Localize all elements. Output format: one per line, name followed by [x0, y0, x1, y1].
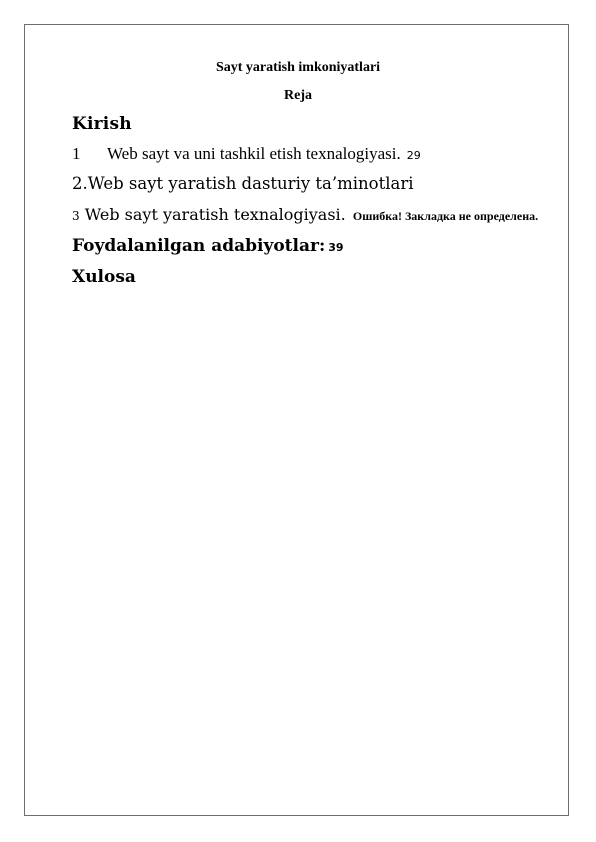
page-border	[24, 24, 569, 816]
toc-intro[interactable]: Kirish	[72, 114, 132, 134]
toc-references[interactable]	[72, 236, 344, 256]
toc-conclusion[interactable]: Xulosa	[72, 267, 136, 287]
document-subtitle: Reja	[284, 88, 312, 103]
toc-references-page: 39	[328, 241, 344, 254]
toc-item-1[interactable]	[72, 144, 421, 164]
toc-item-3[interactable]	[72, 205, 538, 224]
toc-references-text: Foydalanilgan adabiyotlar:	[72, 236, 326, 256]
toc-item-2[interactable]	[72, 174, 414, 193]
toc-item-2-text: 2.Web sayt yaratish dasturiy ta’minotlari	[72, 174, 414, 193]
toc-item-1-text: Web sayt va uni tashkil etish texnalogiyasi.	[107, 144, 401, 163]
toc-item-3-error: Ошибка! Закладка не определена.	[352, 209, 539, 223]
document-title: Sayt yaratish imkoniyatlari	[215, 60, 381, 75]
toc-item-3-number: 3	[72, 209, 80, 223]
toc-item-1-number: 1	[72, 144, 81, 163]
toc-item-1-page: 29	[406, 149, 421, 162]
toc-item-3-text: Web sayt yaratish texnalogiyasi.	[84, 205, 346, 224]
